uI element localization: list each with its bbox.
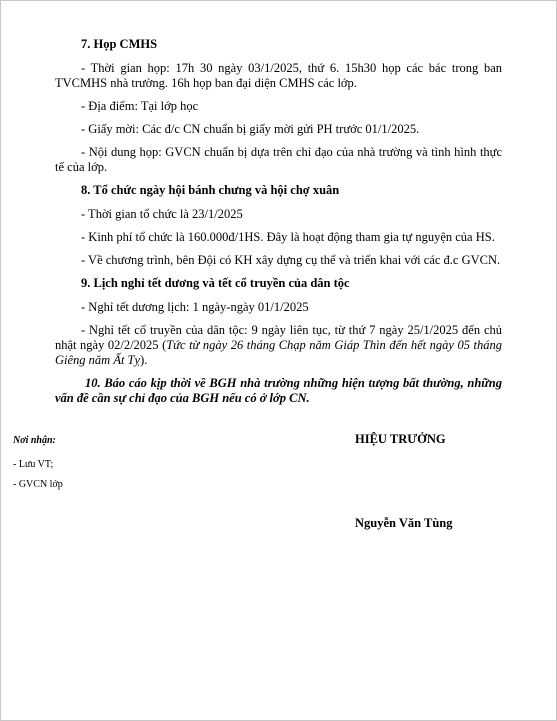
lunar-new-year-text: - Nghỉ tết cổ truyền của dân tộc: 9 ngày liên tục, từ thứ 7 ngày 25/1/2025 đến chủ nhật ngày 02/2/2025 ( [55, 323, 502, 352]
recipient-item: - GVCN lớp [13, 479, 63, 490]
recipients-label: Nơi nhận: [13, 435, 56, 446]
section-7-invitation: - Giấy mời: Các đ/c CN chuẩn bị giấy mời gửi PH trước 01/1/2025. [81, 122, 420, 136]
section-7-content: - Nội dung họp: GVCN chuẩn bị dựa trên chỉ đạo của nhà trường và tình hình thực tế của lớp. [55, 145, 502, 174]
section-9-lunar-new-year [55, 323, 502, 368]
section-8-program: - Về chương trình, bên Đội có KH xây dựng cụ thể và triển khai với các đ.c GVCN. [81, 253, 501, 267]
section-8-heading: 8. Tổ chức ngày hội bánh chưng và hội chợ xuân [81, 183, 340, 197]
signer-title: HIỆU TRƯỞNG [355, 432, 446, 446]
section-10-report: 10. Báo cáo kịp thời về BGH nhà trường những hiện tượng bất thường, những vấn đề cần sự chỉ đạo của BGH nếu có ở lớp CN. [55, 376, 502, 405]
section-7-time: - Thời gian họp: 17h 30 ngày 03/1/2025, thứ 6. 15h30 họp các bác trong ban TVCMHS nhà trường. 16h họp ban đại diện CMHS các lớp. [55, 61, 502, 90]
section-9-new-year: - Nghỉ tết dương lịch: 1 ngày-ngày 01/1/2025 [81, 300, 309, 314]
signer-name: Nguyễn Văn Tùng [355, 516, 453, 530]
lunar-note-close: ). [140, 353, 148, 367]
section-7-heading: 7. Họp CMHS [81, 37, 158, 51]
section-8-budget: - Kinh phí tổ chức là 160.000đ/1HS. Đây là hoạt động tham gia tự nguyện của HS. [81, 230, 495, 244]
recipient-item: - Lưu VT; [13, 459, 54, 470]
section-8-time: - Thời gian tổ chức là 23/1/2025 [81, 207, 243, 221]
section-7-location: - Địa điểm: Tại lớp học [81, 99, 199, 113]
document-body [55, 37, 502, 414]
lunar-calendar-note: Tức từ ngày 26 tháng Chạp năm Giáp Thìn đến hết ngày 05 tháng Giêng năm Ất Tỵ [55, 338, 502, 367]
section-9-heading: 9. Lịch nghỉ tết dương và tết cổ truyền của dân tộc [81, 276, 350, 290]
